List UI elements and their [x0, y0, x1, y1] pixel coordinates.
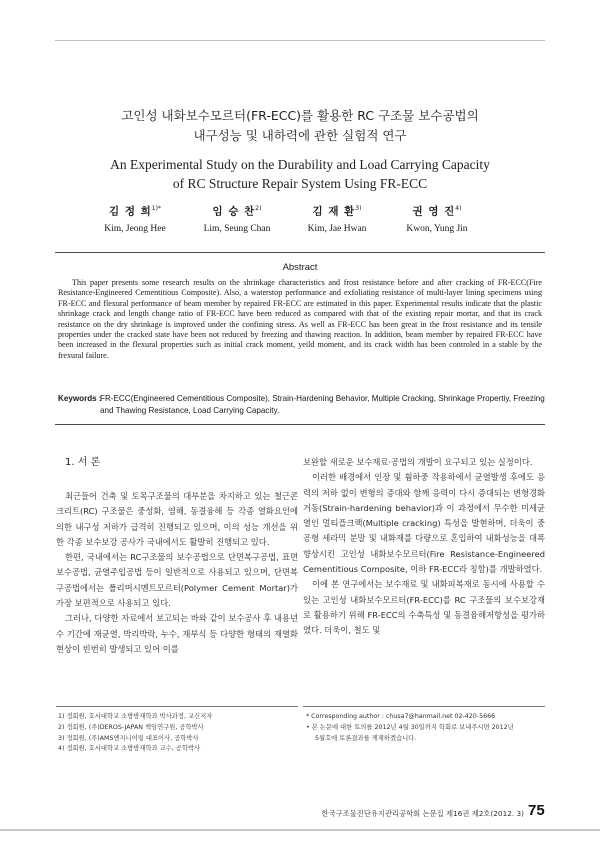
author-name-english: Lim, Seung Chan — [203, 223, 271, 234]
title-english-line-1: An Experimental Study on the Durability and Load Carrying Capacity — [110, 157, 490, 172]
author-name-korean: 김 재 환 — [312, 205, 356, 218]
author-affiliation-mark: 4) — [455, 205, 462, 212]
footnotes-correspondence — [306, 712, 546, 744]
header-rule — [55, 40, 545, 41]
abstract-heading: Abstract — [282, 262, 318, 273]
section-heading-introduction: 1. 서 론 — [65, 457, 101, 468]
title-english-line-2: of RC Structure Repair System Using FR-ECC — [172, 176, 428, 191]
author-affiliation-mark: 3) — [355, 205, 362, 212]
title-korean-line-2: 내구성능 및 내하력에 관한 실험적 연구 — [193, 128, 407, 143]
page-number: 75 — [528, 802, 545, 819]
author-affiliation-mark: 1)* — [151, 205, 161, 212]
author-name-korean: 권 영 진 — [412, 205, 456, 218]
footnote: 4) 정회원, 호서대학교 소방방재학과 교수, 공학박사 — [58, 745, 201, 753]
title-english — [40, 155, 560, 193]
keywords — [58, 393, 548, 417]
author-1 — [80, 202, 190, 236]
abstract-bottom-rule — [55, 424, 545, 425]
abstract-text: This paper presents some research results on the shrinkage characteristics and frost resistance before and after cracking of FR-ECC(Fire Resistance-Engineered Cementitious Composite). Also, a waterstop performance and exfoliating resistance of multi-layer lining specimens using FR-ECC and flexural performance of beam member by repaired FR-ECC are estimated in this paper. Experimental results indicate that the plastic shrinkage crack and length change ratio of FR-ECC have been reduced as compared with that of the existing repair mortar, and that its crack resistance on the dry shrinkage is improved under the confining stress. As well as FR-ECC has been great in the frost resistance and its tensile properties under the cracked state have been not reduced by freezing and thawing reaction. In addition, beam member by repaired FR-ECC have been increased in the flexural properties such as initial crack moment, yeild moment, and its crack width has been controled in a stable by the frexural failure. — [58, 278, 542, 360]
keywords-label: Keywords : — [58, 394, 102, 403]
footnote: 2) 정회원, (주)DEROS-JAPAN 책임연구원, 공학박사 — [58, 723, 204, 731]
footnote-discussion-notice: • 본 논문에 대한 토의를 2012년 4월 30일까지 학회로 보내주시면 2012년 — [306, 723, 514, 731]
footnote-corresponding-author: * Corresponding author : chusa7@hanmail.net 02-420-5666 — [306, 713, 496, 720]
body-column-right — [303, 455, 545, 639]
journal-citation: 한국구조물진단유지관리공학회 논문집 제16권 제2호(2012. 3) — [321, 809, 524, 818]
author-name-korean: 김 정 희 — [109, 205, 152, 218]
title-korean-line-1: 고인성 내화보수모르터(FR-ECC)를 활용한 RC 구조물 보수공법의 — [121, 108, 479, 123]
body-paragraph: 최근들어 건축 및 토목구조물의 대부분을 차지하고 있는 철근콘크리트(RC) 구조물은 중성화, 염해, 동결융해 등 각종 열화요인에 의한 내구성 저하가 급격히 진행되고 있으며, 이의 성능 개선을 위한 각종 보수보강 공사가 국내에서도 활발히 진행되고 있다. — [56, 491, 298, 547]
title-korean — [40, 106, 560, 146]
abstract-top-rule — [55, 252, 545, 253]
author-name-english: Kim, Jeong Hee — [104, 223, 166, 234]
body-paragraph: 이러한 배경에서 인장 및 휨하중 작용하에서 균열발생 후에도 응력의 저하 없이 변형의 증대와 함께 응력이 다시 증대되는 변형경화거동(Strain-hardening behavior)과 이 과정에서 무수한 미세균열인 멀티플크랙(Multiple cracking) 특성을 발현하며, 더욱이 중공형 세라믹 분말 및 내화재를 다량으로 혼입하여 내화성능을 대폭 향상시킨 고인성 내화보수모르터(Fire Resistance-Engineered Cementitious Composite, 이하 FR-ECC라 칭함)를 개발하였다. — [303, 472, 545, 575]
author-affiliation-mark: 2) — [255, 205, 262, 212]
body-paragraph: 보완할 새로운 보수재료·공법의 개발이 요구되고 있는 실정이다. — [303, 457, 533, 467]
footnote-rule-left — [56, 706, 298, 707]
author-2 — [182, 202, 292, 236]
author-3 — [282, 202, 392, 236]
keywords-text: FR-ECC(Engineered Cementitious Composite), Strain-Hardening Behavior, Multiple Cracking, Shrinkage Propertiy, Freezing and Thawing Resistance, Load Carrying Capacity. — [100, 394, 545, 415]
footnote-discussion-notice-cont: 5월호에 토론결과를 게재하겠습니다. — [315, 734, 417, 742]
author-name-korean: 임 승 찬 — [212, 205, 256, 218]
author-name-english: Kim, Jae Hwan — [307, 223, 367, 234]
footer-rule — [0, 829, 600, 831]
body-paragraph: 한편, 국내에서는 RC구조물의 보수공법으로 단면복구공법, 표면보수공법, 균열주입공법 등이 일반적으로 사용되고 있으며, 단면복구공법에서는 폴리머시멘트모르터(Polymer Cement Mortar)가 가장 보편적으로 사용되고 있다. — [56, 552, 298, 609]
body-paragraph: 이에 본 연구에서는 보수재료 및 내화피복재로 동시에 사용할 수 있는 고인성 내화보수모르터(FR-ECC)를 RC 구조물의 보수보강재로 활용하기 위해 FR-ECC의 수축특성 및 동결융해저항성을 평가하였다. 더욱이, 철도 및 — [303, 579, 545, 636]
author-name-english: Kwon, Yung Jin — [406, 223, 468, 234]
body-column-left — [56, 455, 298, 657]
body-paragraph: 그러나, 다양한 자료에서 보고되는 바와 같이 보수공사 후 내용년수 기간에 재균열, 박리박락, 누수, 재부식 등 다양한 형태의 재열화현상이 빈번히 발생되고 있어 이를 — [56, 613, 298, 654]
footnote: 1) 정회원, 호서대학교 소방방재학과 박사과정, 교신저자 — [58, 713, 213, 720]
footnote-rule-right — [303, 706, 545, 707]
footnote: 3) 정회원, (주)AMS엔지니어링 대표이사, 공학박사 — [58, 734, 199, 742]
author-4 — [382, 202, 492, 236]
footnotes-affiliations — [58, 712, 298, 755]
